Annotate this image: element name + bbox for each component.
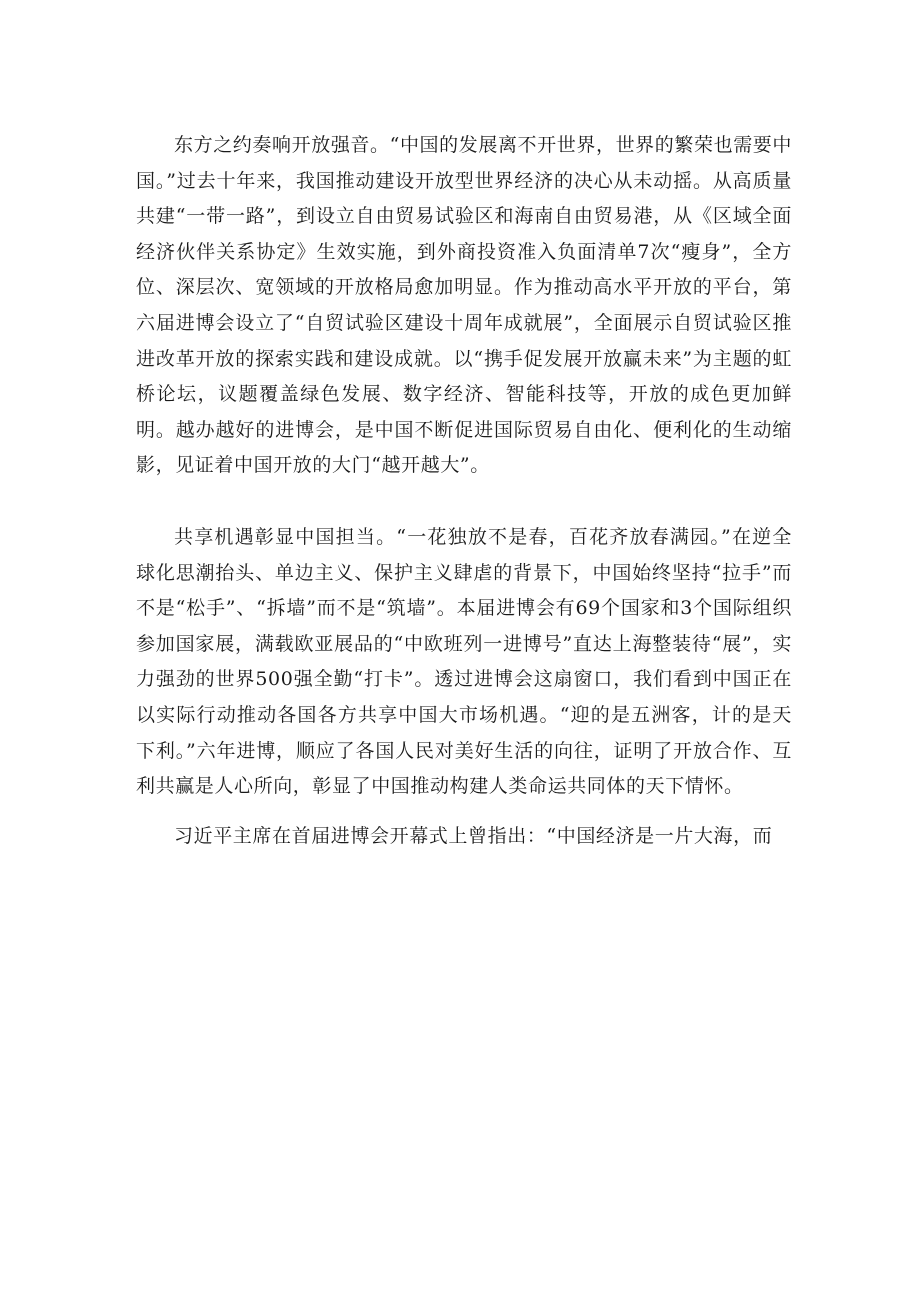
paragraph-opening-voice: 东方之约奏响开放强音。“中国的发展离不开世界，世界的繁荣也需要中国。”过去十年来，我国推动建设开放型世界经济的决心从未动摇。从高质量共建“一带一路”，到设立自由贸易试验区和海南自由贸易港，从《区域全面经济伙伴关系协定》生效实施，到外商投资准入负面清单7次“瘦身”，全方位、深层次、宽领域的开放格局愈加明显。作为推动高水平开放的平台，第六届进博会设立了“自贸试验区建设十周年成就展”，全面展示自贸试验区推进改革开放的探索实践和建设成就。以“携手促发展开放赢未来”为主题的虹桥论坛，议题覆盖绿色发展、数字经济、智能科技等，开放的成色更加鲜明。越办越好的进博会，是中国不断促进国际贸易自由化、便利化的生动缩影，见证着中国开放的大门“越开越大”。: [136, 134, 792, 477]
paragraph-president-quote: 习近平主席在首届进博会开幕式上曾指出：“中国经济是一片大海，而: [174, 824, 773, 847]
article-body: [136, 128, 792, 854]
paragraph-shared-opportunity: 共享机遇彰显中国担当。“一花独放不是春，百花齐放春满园。”在逆全球化思潮抬头、单边主义、保护主义肆虐的背景下，中国始终坚持“拉手”而不是“松手”、“拆墙”而不是“筑墙”。本届进博会有69个国家和3个国际组织参加国家展，满载欧亚展品的“中欧班列一进博号”直达上海整装待“展”，实力强劲的世界500强全勤“打卡”。透过进博会这扇窗口，我们看到中国正在以实际行动推动各国各方共享中国大市场机遇。“迎的是五洲客，计的是天下利。”六年进博，顺应了各国人民对美好生活的向往，证明了开放合作、互利共赢是人心所向，彰显了中国推动构建人类命运共同体的天下情怀。: [136, 525, 792, 798]
